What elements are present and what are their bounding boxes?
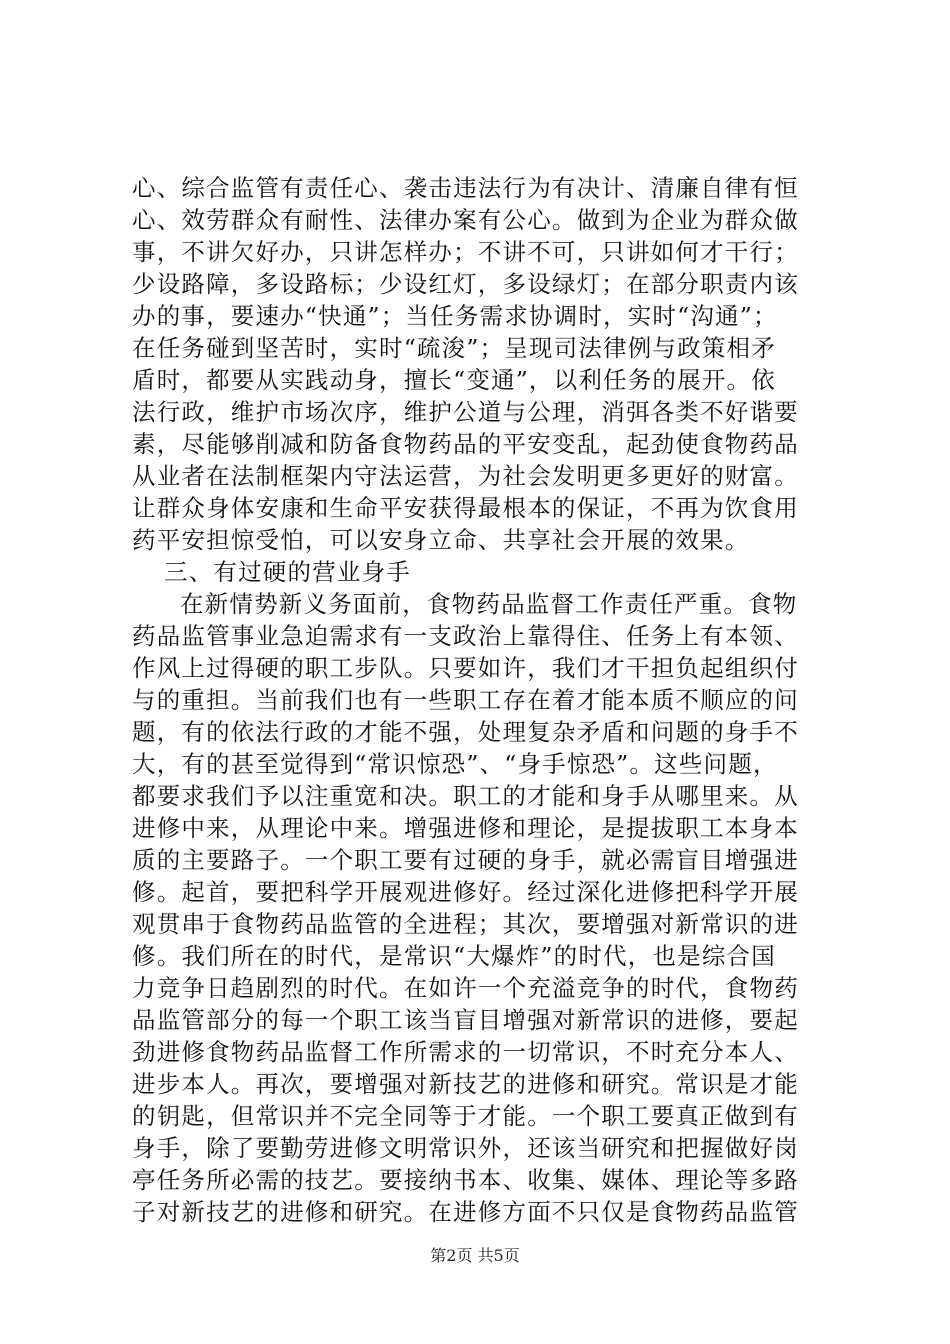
text-line: 修。起首，要把科学开展观进修好。经过深化进修把科学开展 (132, 878, 799, 906)
text-line: 子对新技艺的进修和研究。在进修方面不只仅是食物药品监管 (132, 1198, 799, 1226)
text-line: 品监管部分的每一个职工该当盲目增强对新常识的进修，要起 (132, 1006, 799, 1034)
page-number-footer: 第2页 共5页 (430, 1246, 520, 1265)
body-text (132, 172, 848, 1228)
text-line: 与的重担。当前我们也有一些职工存在着才能本质不顺应的问 (132, 686, 799, 714)
text-line: 题，有的依法行政的才能不强，处理复杂矛盾和问题的身手不 (132, 718, 799, 746)
text-line: 从业者在法制框架内守法运营，为社会发明更多更好的财富。 (132, 462, 799, 490)
text-line: 进修中来，从理论中来。增强进修和理论，是提拔职工本身本 (132, 814, 799, 842)
text-line: 作风上过得硬的职工步队。只要如许，我们才干担负起组织付 (132, 654, 799, 682)
text-line: 盾时，都要从实践动身，擅长“变通”，以利任务的展开。依 (132, 366, 776, 394)
section-heading: 三、有过硬的营业身手 (164, 558, 411, 586)
text-line: 心、效劳群众有耐性、法律办案有公心。做到为企业为群众做 (132, 206, 799, 234)
text-line: 药平安担惊受怕，可以安身立命、共享社会开展的效果。 (132, 526, 750, 554)
text-line: 的钥匙，但常识并不完全同等于才能。一个职工要真正做到有 (132, 1102, 799, 1130)
text-line: 都要求我们予以注重宽和决。职工的才能和身手从哪里来。从 (132, 782, 799, 810)
text-line: 身手，除了要勤劳进修文明常识外，还该当研究和把握做好岗 (132, 1134, 799, 1162)
text-line: 在任务碰到坚苦时，实时“疏浚”；呈现司法律例与政策相矛 (132, 334, 776, 362)
text-line: 心、综合监管有责任心、袭击违法行为有决计、清廉自律有恒 (132, 174, 799, 202)
text-line: 亭任务所必需的技艺。要接纳书本、收集、媒体、理论等多路 (132, 1166, 799, 1194)
text-line: 修。我们所在的时代，是常识“大爆炸”的时代，也是综合国 (132, 942, 776, 970)
paragraph-start-line: 在新情势新义务面前，食物药品监督工作责任严重。食物 (180, 590, 798, 618)
text-line: 事，不讲欠好办，只讲怎样办；不讲不可，只讲如何才干行； (132, 238, 799, 266)
text-line: 力竞争日趋剧烈的时代。在如许一个充溢竞争的时代，食物药 (132, 974, 799, 1002)
text-line: 劲进修食物药品监督工作所需求的一切常识，不时充分本人、 (132, 1038, 799, 1066)
text-line: 素，尽能够削减和防备食物药品的平安变乱，起劲使食物药品 (132, 430, 799, 458)
text-line: 让群众身体安康和生命平安获得最根本的保证，不再为饮食用 (132, 494, 799, 522)
text-line: 质的主要路子。一个职工要有过硬的身手，就必需盲目增强进 (132, 846, 799, 874)
text-line: 法行政，维护市场次序，维护公道与公理，消弭各类不好谐要 (132, 398, 799, 426)
text-line: 办的事，要速办“快通”；当任务需求协调时，实时“沟通”； (132, 302, 778, 330)
text-line: 进步本人。再次，要增强对新技艺的进修和研究。常识是才能 (132, 1070, 799, 1098)
text-line: 大，有的甚至觉得到“常识惊恐”、“身手惊恐”。这些问题， (132, 750, 778, 778)
text-line: 药品监管事业急迫需求有一支政治上靠得住、任务上有本领、 (132, 622, 799, 650)
text-line: 少设路障，多设路标；少设红灯，多设绿灯；在部分职责内该 (132, 270, 799, 298)
text-line: 观贯串于食物药品监管的全进程；其次，要增强对新常识的进 (132, 910, 799, 938)
